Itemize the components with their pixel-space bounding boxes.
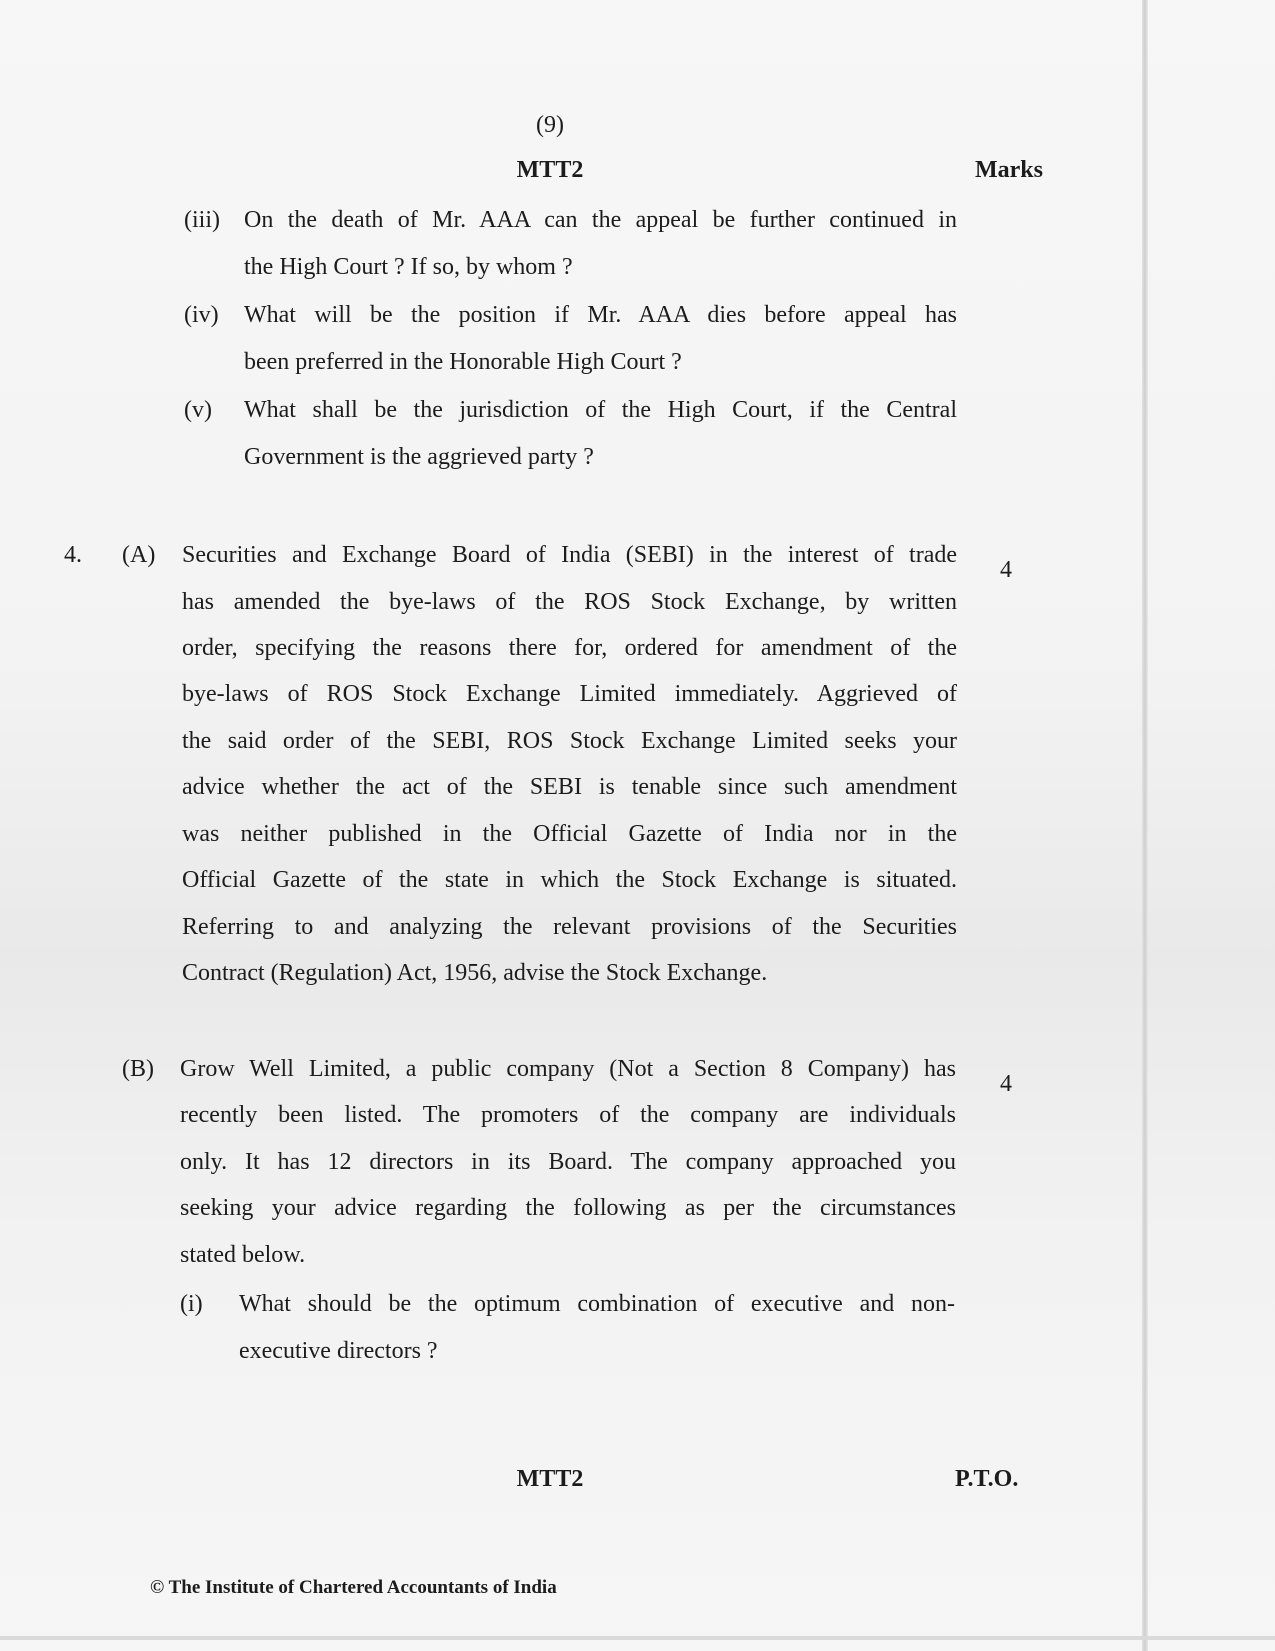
question-number: 4. [64, 542, 82, 568]
part-iii-label: (iii) [184, 207, 220, 233]
part-b-marks: 4 [1000, 1071, 1012, 1097]
part-a-line: Referring to and analyzing the relevant provisions of the Securities [182, 914, 957, 940]
part-b-line: seeking your advice regarding the following as per the circumstances [180, 1195, 956, 1221]
part-a-line: Official Gazette of the state in which the Stock Exchange is situated. [182, 867, 957, 893]
part-a-line: was neither published in the Official Gazette of India nor in the [182, 821, 957, 847]
part-v-line: Government is the aggrieved party ? [244, 444, 594, 470]
part-iii-line: the High Court ? If so, by whom ? [244, 254, 573, 280]
part-a-marks: 4 [1000, 557, 1012, 583]
part-v-label: (v) [184, 397, 212, 423]
part-a-line: advice whether the act of the SEBI is tenable since such amendment [182, 774, 957, 800]
part-b-label: (B) [122, 1056, 154, 1082]
part-b-line: recently been listed. The promoters of the company are individuals [180, 1102, 956, 1128]
part-a-label: (A) [122, 542, 156, 568]
part-a-line: order, specifying the reasons there for, ordered for amendment of the [182, 635, 957, 661]
part-b-sub-i-label: (i) [180, 1291, 203, 1317]
part-a-line: Contract (Regulation) Act, 1956, advise the Stock Exchange. [182, 960, 768, 986]
part-b-sub-i-line: What should be the optimum combination of executive and non- [239, 1291, 955, 1317]
page-edge-shadow [1142, 0, 1148, 1651]
part-iv-line: been preferred in the Honorable High Court ? [244, 349, 682, 375]
part-iii-line: On the death of Mr. AAA can the appeal be further continued in [244, 207, 957, 233]
page-number: (9) [536, 112, 564, 138]
copyright-notice: © The Institute of Chartered Accountants of India [150, 1577, 557, 1598]
part-a-line: has amended the bye-laws of the ROS Stock Exchange, by written [182, 589, 957, 615]
pto-label: P.T.O. [955, 1466, 1019, 1492]
page-bottom-edge [0, 1636, 1275, 1640]
part-iv-line: What will be the position if Mr. AAA dies before appeal has [244, 302, 957, 328]
paper-code-header: MTT2 [516, 157, 584, 183]
marks-heading: Marks [975, 157, 1043, 183]
part-b-line: only. It has 12 directors in its Board. The company approached you [180, 1149, 956, 1175]
part-a-line: bye-laws of ROS Stock Exchange Limited immediately. Aggrieved of [182, 681, 957, 707]
part-b-sub-i-line: executive directors ? [239, 1338, 438, 1364]
part-b-line: Grow Well Limited, a public company (Not a Section 8 Company) has [180, 1056, 956, 1082]
part-a-line: Securities and Exchange Board of India (SEBI) in the interest of trade [182, 542, 957, 568]
part-b-line: stated below. [180, 1242, 306, 1268]
paper-code-footer: MTT2 [516, 1466, 584, 1492]
part-a-line: the said order of the SEBI, ROS Stock Exchange Limited seeks your [182, 728, 957, 754]
part-v-line: What shall be the jurisdiction of the High Court, if the Central [244, 397, 957, 423]
part-iv-label: (iv) [184, 302, 219, 328]
